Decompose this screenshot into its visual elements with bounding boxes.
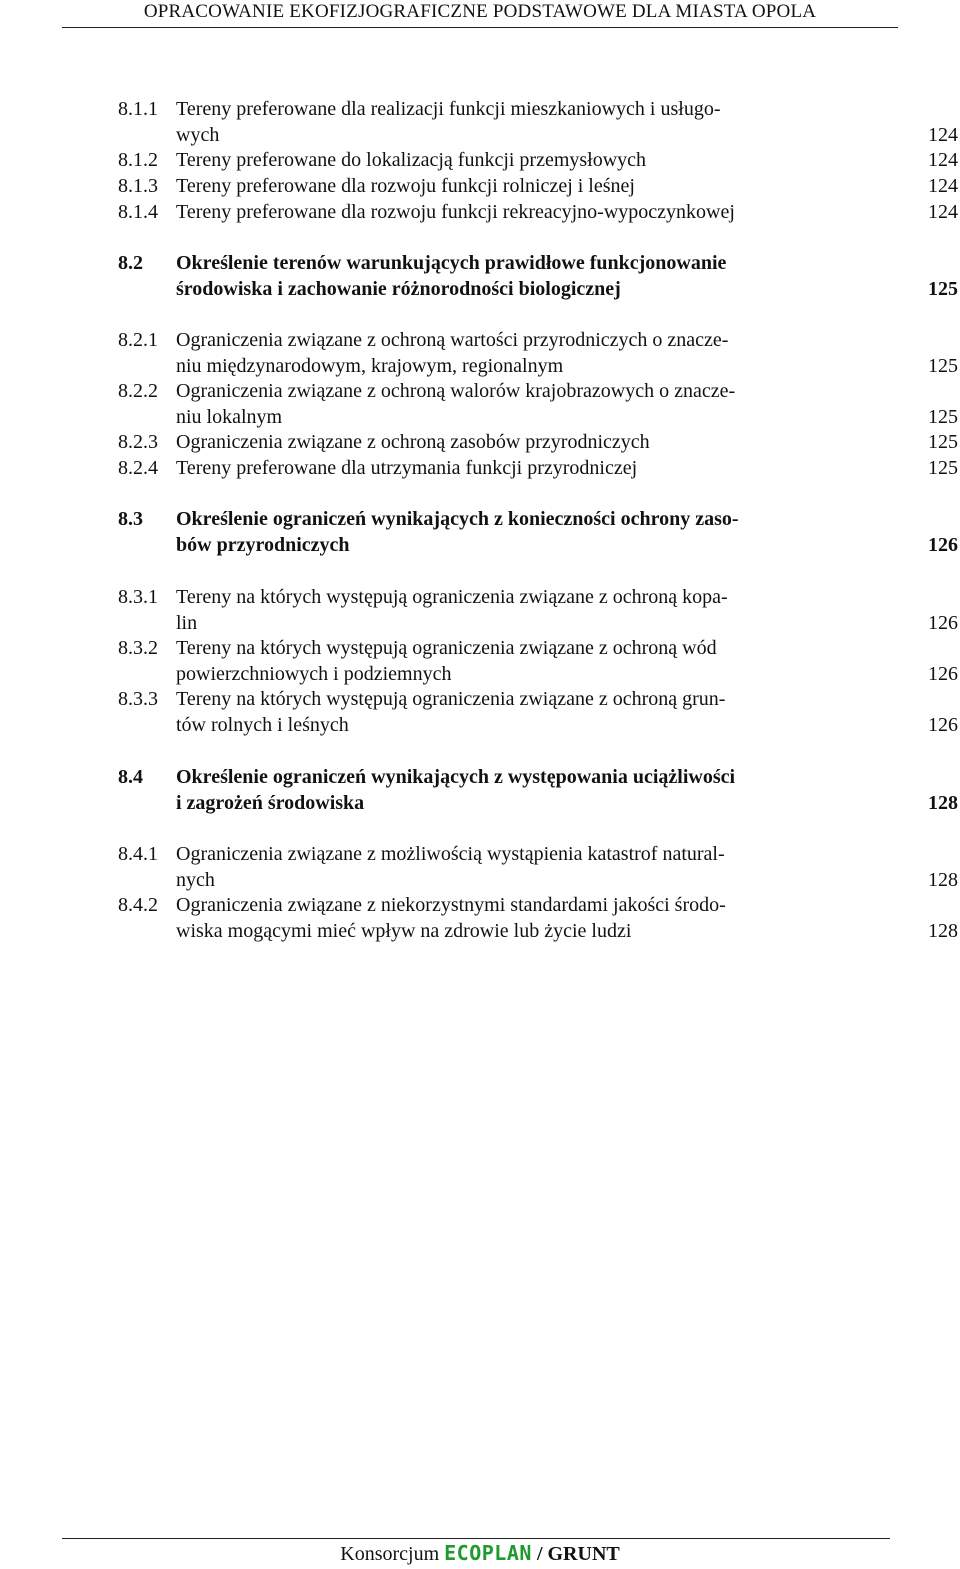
toc-entry-title-line: Tereny preferowane dla utrzymania funkcji przyrodniczej xyxy=(176,457,638,479)
toc-entry-number: 8.3.3 xyxy=(118,688,158,710)
toc-entry xyxy=(118,327,960,379)
toc-entry-title-line: niu międzynarodowym, krajowym, regionalnym xyxy=(176,355,564,377)
toc-entry-title-line: Tereny na których występują ograniczenia związane z ochroną kopa- xyxy=(176,586,728,608)
toc-entry-page-number: 125 xyxy=(928,431,958,453)
footer-prefix: Konsorcjum xyxy=(340,1543,440,1565)
toc-entry-page-number: 124 xyxy=(928,175,958,197)
toc-entry xyxy=(118,147,960,173)
toc-entry-number: 8.4.1 xyxy=(118,843,158,865)
footer-brand-logo: ECOPLAN xyxy=(444,1541,532,1565)
footer-rule xyxy=(62,1538,890,1539)
toc-entry-number: 8.3.2 xyxy=(118,637,158,659)
toc-entry-title-line: Ograniczenia związane z możliwością wystąpienia katastrof natural- xyxy=(176,843,725,865)
toc-entry-page-number: 124 xyxy=(928,201,958,223)
toc-entry xyxy=(118,250,960,302)
toc-entry-page-number: 125 xyxy=(928,355,958,377)
toc-entry-page-number: 128 xyxy=(928,920,958,942)
toc-entry-number: 8.4.2 xyxy=(118,894,158,916)
toc-entry-page-number: 125 xyxy=(928,457,958,479)
toc-entry-page-number: 126 xyxy=(928,612,958,634)
toc-entry xyxy=(118,378,960,430)
toc-entry-page-number: 126 xyxy=(928,714,958,736)
toc-entry-number: 8.2.3 xyxy=(118,431,158,453)
toc-entry-number: 8.3 xyxy=(118,508,143,530)
toc-entry-page-number: 126 xyxy=(928,663,958,685)
toc-entry-title-line: wych xyxy=(176,124,220,146)
toc-entry-title-line: Określenie ograniczeń wynikających z występowania uciążliwości xyxy=(176,766,736,788)
toc-entry-number: 8.2.1 xyxy=(118,329,158,351)
toc-entry-page-number: 124 xyxy=(928,149,958,171)
toc-entry-page-number: 125 xyxy=(928,406,958,428)
toc-entry-title-line: Tereny preferowane do lokalizacją funkcji przemysłowych xyxy=(176,149,647,171)
toc-entry-number: 8.2.2 xyxy=(118,380,158,402)
toc-entry-number: 8.3.1 xyxy=(118,586,158,608)
toc-entry-title-line: środowiska i zachowanie różnorodności biologicznej xyxy=(176,278,621,300)
toc-entry-page-number: 125 xyxy=(928,278,958,300)
toc-entry-number: 8.1.3 xyxy=(118,175,158,197)
toc-entry xyxy=(118,199,960,225)
toc-entry-title-line: Tereny preferowane dla rozwoju funkcji rolniczej i leśnej xyxy=(176,175,635,197)
footer xyxy=(0,1541,960,1566)
toc-entry-title-line: Tereny na których występują ograniczenia związane z ochroną grun- xyxy=(176,688,726,710)
toc-entry xyxy=(118,429,960,455)
toc-entry-title-line: Ograniczenia związane z ochroną zasobów przyrodniczych xyxy=(176,431,650,453)
toc-entry-title-line: niu lokalnym xyxy=(176,406,283,428)
toc-entry xyxy=(118,173,960,199)
toc-entry xyxy=(118,506,960,558)
toc-entry-number: 8.4 xyxy=(118,766,143,788)
footer-suffix: / GRUNT xyxy=(536,1543,620,1565)
toc-entry-page-number: 128 xyxy=(928,869,958,891)
toc-entry xyxy=(118,686,960,738)
toc-entry-title-line: Tereny preferowane dla rozwoju funkcji rekreacyjno-wypoczynkowej xyxy=(176,201,735,223)
toc-entry-number: 8.2.4 xyxy=(118,457,158,479)
toc-entry-number: 8.1.2 xyxy=(118,149,158,171)
header-rule xyxy=(62,27,898,28)
toc-entry-title-line: lin xyxy=(176,612,198,634)
toc-entry-title-line: wiska mogącymi mieć wpływ na zdrowie lub życie ludzi xyxy=(176,920,632,942)
toc-entry-title-line: Określenie ograniczeń wynikających z konieczności ochrony zaso- xyxy=(176,508,739,530)
toc-entry-title-line: Określenie terenów warunkujących prawidłowe funkcjonowanie xyxy=(176,252,727,274)
toc-entry-title-line: i zagrożeń środowiska xyxy=(176,792,365,814)
toc-entry-title-line: Ograniczenia związane z ochroną walorów krajobrazowych o znacze- xyxy=(176,380,736,402)
toc-entry-number: 8.2 xyxy=(118,252,143,274)
toc-entry-page-number: 128 xyxy=(928,792,958,814)
toc-entry-page-number: 124 xyxy=(928,124,958,146)
toc-entry xyxy=(118,96,960,148)
toc-entry-title-line: powierzchniowych i podziemnych xyxy=(176,663,452,685)
toc-entry-title-line: nych xyxy=(176,869,215,891)
toc-entry-title-line: Ograniczenia związane z niekorzystnymi standardami jakości środo- xyxy=(176,894,726,916)
toc-entry xyxy=(118,584,960,636)
toc-entry-title-line: tów rolnych i leśnych xyxy=(176,714,349,736)
toc-entry xyxy=(118,455,960,481)
toc-entry xyxy=(118,635,960,687)
toc-entry-page-number: 126 xyxy=(928,534,958,556)
toc-entry-title-line: Tereny na których występują ograniczenia związane z ochroną wód xyxy=(176,637,717,659)
toc-entry xyxy=(118,841,960,893)
toc-entry-title-line: Tereny preferowane dla realizacji funkcji mieszkaniowych i usługo- xyxy=(176,98,721,120)
toc-entry-number: 8.1.1 xyxy=(118,98,158,120)
toc-entry xyxy=(118,764,960,816)
toc-entry-title-line: bów przyrodniczych xyxy=(176,534,350,556)
running-header: OPRACOWANIE EKOFIZJOGRAFICZNE PODSTAWOWE DLA MIASTA OPOLA xyxy=(143,1,817,22)
toc-entry-number: 8.1.4 xyxy=(118,201,158,223)
toc-entry-title-line: Ograniczenia związane z ochroną wartości przyrodniczych o znacze- xyxy=(176,329,729,351)
toc-entry xyxy=(118,892,960,944)
